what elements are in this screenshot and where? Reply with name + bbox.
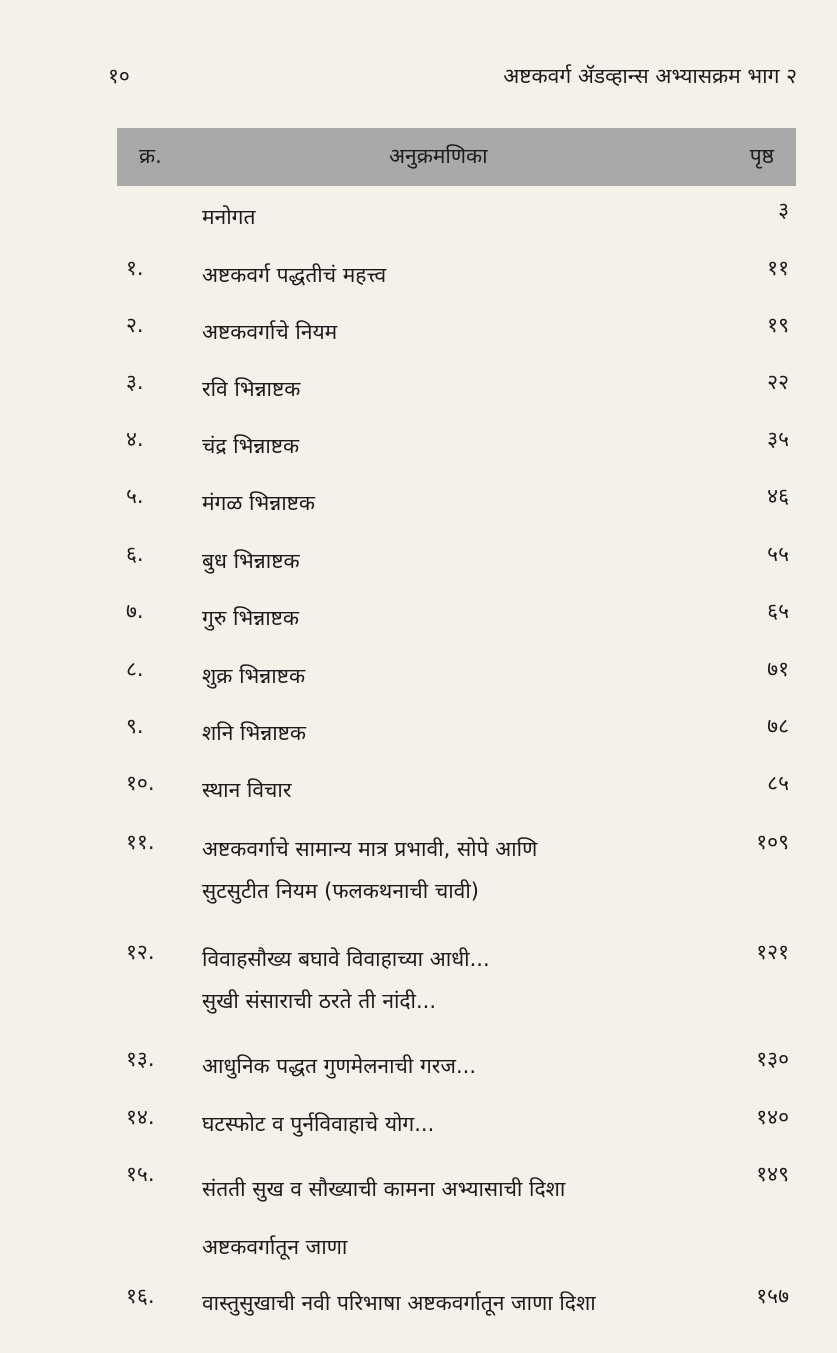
- entry-page: ७१: [767, 657, 789, 681]
- column-header-page: पृष्ठ: [749, 144, 774, 168]
- entry-page: १५७: [756, 1284, 789, 1308]
- entry-title-line-1: संतती सुख व सौख्याची कामना अभ्यासाची दिशा: [202, 1177, 566, 1201]
- entry-title-line-1: विवाहसौख्य बघावे विवाहाच्या आधी...: [202, 947, 490, 971]
- entry-title: अष्टकवर्ग पद्धतीचं महत्त्व: [202, 263, 387, 287]
- entry-number: ३.: [126, 370, 144, 394]
- entry-number: ९.: [126, 714, 144, 738]
- entry-number: १.: [126, 256, 144, 280]
- entry-page: ६५: [767, 599, 789, 623]
- entry-page: १०९: [756, 830, 789, 854]
- entry-number: २.: [126, 313, 144, 337]
- entry-page: ७८: [767, 714, 789, 738]
- entry-title-line-1: अष्टकवर्गाचे सामान्य मात्र प्रभावी, सोपे आणि: [202, 837, 538, 861]
- entry-page: ४६: [767, 484, 789, 508]
- entry-page: १३०: [756, 1047, 789, 1071]
- entry-title: स्थान विचार: [202, 778, 292, 802]
- entry-page: ३: [778, 198, 789, 222]
- entry-number: १५.: [126, 1162, 155, 1186]
- entry-title: अष्टकवर्गाचे नियम: [202, 320, 338, 344]
- entry-title: आधुनिक पद्धत गुणमेलनाची गरज...: [202, 1054, 476, 1078]
- entry-title: बुध भिन्नाष्टक: [202, 549, 300, 573]
- entry-title-line-2: सुखी संसाराची ठरते ती नांदी...: [202, 989, 437, 1013]
- entry-number: १४.: [126, 1105, 155, 1129]
- entry-title: मंगळ भिन्नाष्टक: [202, 491, 316, 515]
- entry-title: शुक्र भिन्नाष्टक: [202, 664, 306, 688]
- entry-title: [202, 1160, 565, 1276]
- entry-title: गुरु भिन्नाष्टक: [202, 606, 300, 630]
- entry-number: १०.: [126, 771, 155, 795]
- entry-title: मनोगत: [202, 205, 256, 229]
- entry-title-line-2: अष्टकवर्गातून जाणा: [202, 1235, 348, 1259]
- entry-number: ६.: [126, 542, 144, 566]
- column-header-contents: अनुक्रमणिका: [389, 144, 488, 168]
- entry-number: ८.: [126, 657, 144, 681]
- entry-page: ३५: [767, 427, 789, 451]
- entry-number: १६.: [126, 1284, 155, 1308]
- entry-title: [202, 938, 490, 1022]
- entry-page: १९: [767, 313, 789, 337]
- entry-title: चंद्र भिन्नाष्टक: [202, 434, 300, 458]
- entry-number: १३.: [126, 1047, 155, 1071]
- entry-number: ४.: [126, 427, 144, 451]
- entry-page: १४०: [756, 1105, 789, 1129]
- entry-page: १४९: [756, 1162, 789, 1186]
- entry-number: ५.: [126, 484, 144, 508]
- entry-title: वास्तुसुखाची नवी परिभाषा अष्टकवर्गातून जाणा दिशा: [202, 1291, 596, 1315]
- column-header-number: क्र.: [139, 144, 162, 168]
- running-title: अष्टकवर्ग ॲडव्हान्स अभ्यासक्रम भाग २: [503, 64, 797, 88]
- entry-title: घटस्फोट व पुर्नविवाहाचे योग...: [202, 1112, 435, 1136]
- entry-title-line-2: सुटसुटीत नियम (फलकथनाची चावी): [202, 879, 479, 903]
- entry-title: [202, 828, 537, 912]
- entry-page: १२१: [756, 940, 789, 964]
- entry-number: १२.: [126, 940, 155, 964]
- entry-title: रवि भिन्नाष्टक: [202, 377, 301, 401]
- toc-header-bar: [117, 128, 796, 186]
- page-header: [108, 62, 797, 102]
- page-number: १०: [108, 64, 130, 88]
- entry-number: ७.: [126, 599, 144, 623]
- entry-page: ८५: [767, 771, 789, 795]
- entry-title: शनि भिन्नाष्टक: [202, 721, 307, 745]
- entry-number: ११.: [126, 830, 155, 854]
- entry-page: ११: [767, 256, 789, 280]
- entry-page: ५५: [767, 542, 789, 566]
- entry-page: २२: [767, 370, 789, 394]
